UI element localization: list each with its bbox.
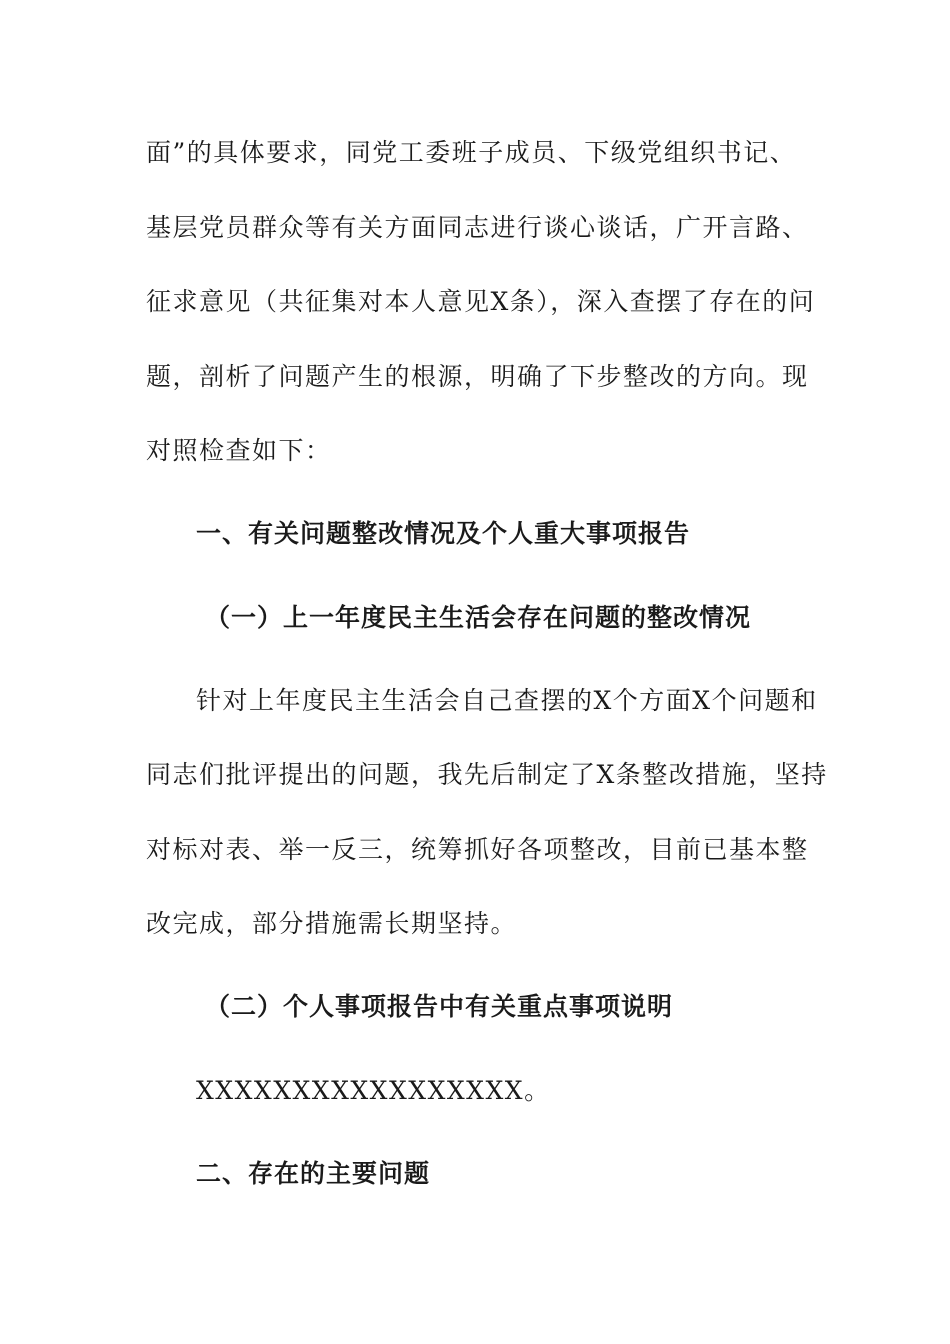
- paragraph-1-line-2: 同志们批评提出的问题，我先后制定了X条整改措施，坚持: [146, 760, 828, 789]
- intro-line-5: 对照检查如下：: [146, 436, 332, 465]
- section-heading-1: 一、有关问题整改情况及个人重大事项报告: [196, 519, 691, 548]
- subsection-heading-2: （二）个人事项报告中有关重点事项说明: [205, 992, 674, 1021]
- paragraph-1-line-3: 对标对表、举一反三，统筹抓好各项整改，目前已基本整: [146, 835, 809, 864]
- intro-line-1: 面”的具体要求，同党工委班子成员、下级党组织书记、: [146, 138, 797, 167]
- subsection-heading-1: （一）上一年度民主生活会存在问题的整改情况: [205, 603, 752, 632]
- intro-line-3: 征求意见（共征集对本人意见X条），深入查摆了存在的问: [146, 287, 816, 316]
- intro-line-2: 基层党员群众等有关方面同志进行谈心谈话，广开言路、: [146, 213, 809, 242]
- intro-line-4: 题，剖析了问题产生的根源，明确了下步整改的方向。现: [146, 362, 809, 391]
- paragraph-1-line-4: 改完成，部分措施需长期坚持。: [146, 909, 518, 938]
- paragraph-2: XXXXXXXXXXXXXXXXX。: [196, 1076, 551, 1105]
- section-heading-2: 二、存在的主要问题: [196, 1159, 431, 1188]
- paragraph-1-line-1: 针对上年度民主生活会自己查摆的X个方面X个问题和: [196, 686, 818, 715]
